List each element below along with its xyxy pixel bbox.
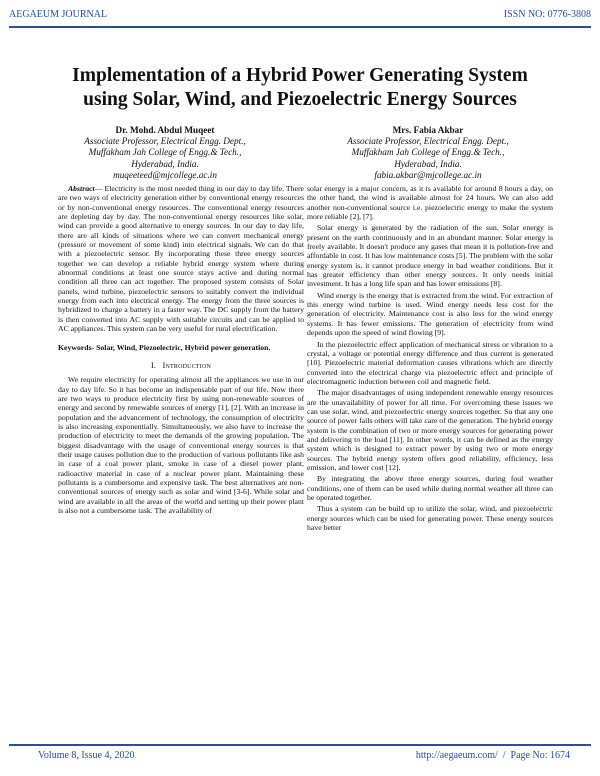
footer-right <box>416 750 570 761</box>
title-line-2: using Solar, Wind, and Piezoelectric Energy Sources <box>83 89 517 110</box>
header-rule <box>9 26 591 28</box>
footer-separator: / <box>502 750 506 761</box>
page-footer <box>38 750 570 764</box>
intro-paragraph-1: We require electricity for operating almost all the appliances we use in our day to day life. So it has become an indispensable part of our life. Now there are two ways to produce electricity first by using non-renewable sources of energy and second by renewable sources of energy [1], [2]. With an increase in population and the advancement of technology, the consumption of electricity is also increasing exponentially. Simultaneously, we also have to increase the production of electricity to meet the demands of the growing population. The biggest disadvantage with the usage of conventional energy sources is that their usage causes pollution due to the production of various pollutants like ash in case of a coal power plant, smoke in case of a diesel power plant, radioactive material in case of a nuclear power plant. Maintaining these pollutants is a cumbersome and expensive task. The best alternatives are non-conventional sources of energy such as solar and wind [3-6]. While solar and wind are available in all the areas of the world and setting up their power plant is also not a cumbersome task. The availability of <box>58 375 304 515</box>
section-title: Introduction <box>162 360 212 370</box>
right-paragraph-2: Solar energy is generated by the radiation of the sun. Solar energy is present on the earth continuously and in an abundant manner. Solar energy is freely available. It doesn't produce any gases that mean it is pollution-free and affordable in cost. It has low maintenance costs [5]. The problem with the solar energy system is, it cannot produce energy in bad weather conditions. But it has greater efficiency than other energy sources. It only needs initial investment. It has a long life span and has lower emissions [8]. <box>307 223 553 289</box>
right-paragraph-7: Thus a system can be build up to utilize the solar, wind, and piezoelectric energy sources which can be used for generating power. These energy sources have better <box>307 504 553 533</box>
footer-rule <box>9 744 591 746</box>
page-header <box>9 9 591 23</box>
author-position: Associate Professor, Electrical Engg. Dept., <box>84 136 246 147</box>
author-college: Muffakham Jah College of Engg.& Tech., <box>88 147 242 158</box>
journal-url[interactable]: http://aegaeum.com/ <box>415 750 498 761</box>
right-paragraph-1: solar energy is a major concern, as it is available for around 8 hours a day, on the other hand, the wind is available almost for 24 hours. We can also add another non-conventional source i.e. piezoelectric energy to make the system more reliable [2], [7]. <box>307 184 553 222</box>
keywords: Keywords- Solar, Wind, Piezoelectric, Hybrid power generation. <box>58 342 271 352</box>
right-paragraph-4: In the piezoelectric effect application of mechanical stress or vibration to a crystal, a voltage or potential energy difference and thus current is generated [10]. Piezoelectric material deformation causes vibrations which are directly converted into the electrical charge via piezoelectric effect and principle of electromagnetic induction between coil and magnetic field. <box>307 339 553 386</box>
journal-name: AEGAEUM JOURNAL <box>9 9 108 20</box>
right-column <box>307 184 553 532</box>
author-email[interactable]: muqeeteed@mjcollege.ac.in <box>113 169 217 180</box>
author-city: Hyderabad, India. <box>131 158 199 169</box>
author-block-2 <box>323 125 533 181</box>
volume-issue: Volume 8, Issue 4, 2020 <box>38 750 135 761</box>
author-city: Hyderabad, India. <box>394 158 462 169</box>
abstract-label: Abstract <box>68 184 95 193</box>
section-heading <box>58 361 304 370</box>
page-number: Page No: 1674 <box>510 750 570 761</box>
abstract-text: — Electricity is the most needed thing in our day to day life. There are two ways of electricity generation either by conventional energy resources or by non-conventional energy resources. The conventional energy resources are depleting day by day. The non-conventional energy resources like solar, wind can provide a good alternative to energy sources. In our day to day life, there are all kinds of situations where we can convert mechanical energy (pressure or movement of some kind) into electrical signals. We can do that with a piezoelectric sensor. By incorporating these three energy sources together we can develop a reliable hybrid energy system where during abnormal conditions at least one source stays active and during normal condition all three can act together. The proposed system consists of Solar panels, wind turbine, piezoelectric sensors to suitably convert the individual energy from each into electrical energy. The energy from the three sources is hybridized to charge a battery in a faster way. The DC supply from the battery is then converted into AC supply with suitable circuits and can be applied to AC appliances. This system can be very useful for rural electrification. <box>58 184 304 334</box>
author-email[interactable]: fabia.akbar@mjcollege.ac.in <box>374 169 482 180</box>
right-paragraph-6: By integrating the above three energy sources, during foul weather conditions, one of them can be used while during normal weather all three can be operated together. <box>307 474 553 502</box>
abstract-paragraph <box>58 184 304 334</box>
section-number: I. <box>150 360 157 370</box>
title-line-1: Implementation of a Hybrid Power Generating System <box>72 65 528 86</box>
left-column <box>58 184 304 515</box>
right-paragraph-3: Wind energy is the energy that is extracted from the wind. For extraction of this energy wind turbine is used. Wind energy needs less cost for the generation of electricity. Maintenance cost is also less for the wind energy systems. It has fewer emissions. The generation of electricity from wind depends upon the speed of wind flowing [9]. <box>307 290 553 338</box>
right-paragraph-5: The major disadvantages of using independent renewable energy resources are the unavailability of power for all time. For overcoming these issues we can use solar, wind, and piezoelectric energy sources together. So that any one source of power fails others will take care of the generation. The hybrid energy system is the combination of two or more energy sources for generating power and delivering to the load [11]. In other words, it can be defined as the energy system which is designed to extract power by using two or more energy sources. The hybrid energy system offers good reliability, efficiency, less emission, and lower cost [12]. <box>307 388 553 472</box>
author-name: Dr. Mohd. Abdul Muqeet <box>115 125 215 135</box>
issn-number: ISSN NO: 0776-3808 <box>503 9 591 20</box>
author-position: Associate Professor, Electrical Engg. Dept., <box>347 136 509 147</box>
author-name: Mrs. Fabia Akbar <box>392 125 464 135</box>
author-college: Muffakham Jah College of Engg.& Tech., <box>351 147 505 158</box>
paper-title <box>20 64 580 112</box>
author-block-1 <box>60 125 270 181</box>
